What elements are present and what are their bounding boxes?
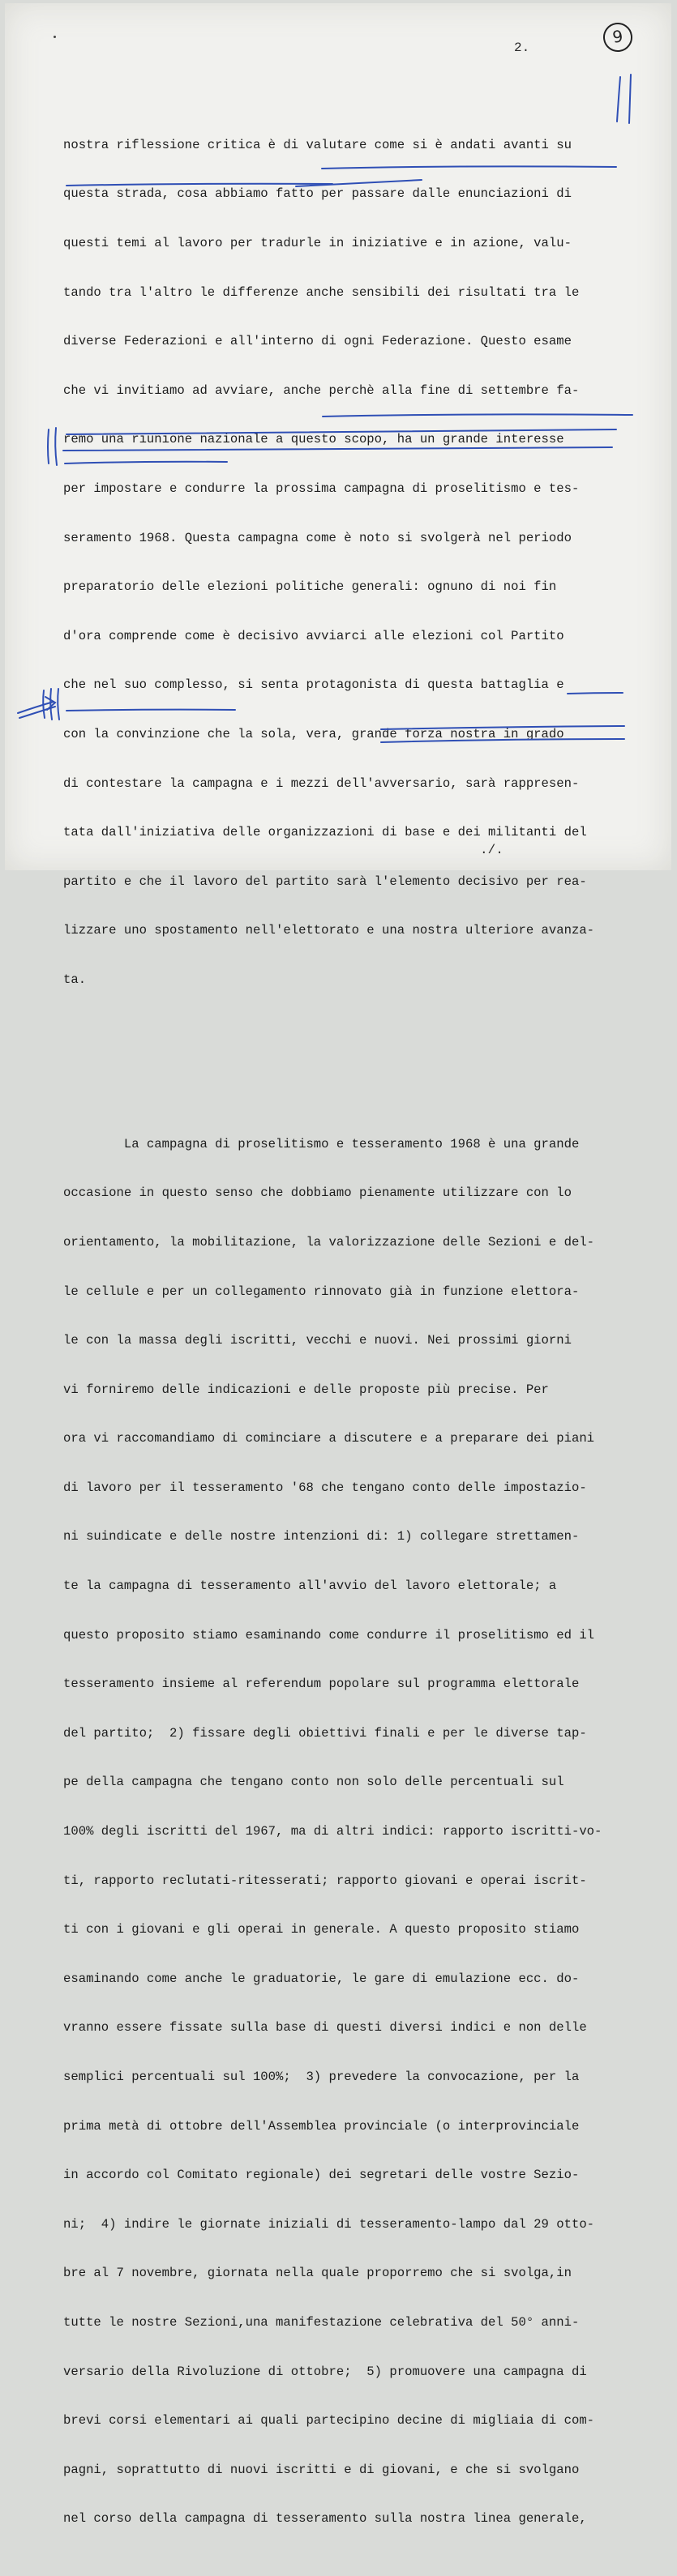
- text-line: questo proposito stiamo esaminando come condurre il proselitismo ed il: [63, 1627, 595, 1643]
- paragraph-1: [63, 104, 647, 1020]
- page-number: 2.: [514, 41, 530, 55]
- text-line: tutte le nostre Sezioni,una manifestazione celebrativa del 50° anni-: [63, 2314, 580, 2330]
- text-line: tata dall'iniziativa delle organizzazioni di base e dei militanti del: [63, 825, 587, 840]
- text-line: pe della campagna che tengano conto non solo delle percentuali sul: [63, 1775, 564, 1790]
- text-line: ti con i giovani e gli operai in generale. A questo proposito stiamo: [63, 1922, 580, 1937]
- text-line: del partito; 2) fissare degli obiettivi finali e per le diverse tap-: [63, 1725, 587, 1741]
- text-line: di contestare la campagna e i mezzi dell'avversario, sarà rappresen-: [63, 775, 580, 791]
- text-line: pagni, soprattutto di nuovi iscritti e di giovani, e che si svolgano: [63, 2462, 580, 2477]
- text-line: nostra riflessione critica è di valutare come si è andati avanti su: [63, 137, 572, 152]
- text-line: questi temi al lavoro per tradurle in iniziative e in azione, valu-: [63, 236, 572, 250]
- text-line: le cellule e per un collegamento rinnovato già in funzione elettora-: [63, 1284, 580, 1299]
- text-line: 100% degli iscritti del 1967, ma di altri indici: rapporto iscritti-vo-: [63, 1824, 602, 1839]
- text-line: prima metà di ottobre dell'Assemblea provinciale (o interprovinciale: [63, 2118, 580, 2134]
- text-line: lizzare uno spostamento nell'elettorato e una nostra ulteriore avanza-: [63, 923, 595, 938]
- text-line: che vi invitiamo ad avviare, anche perchè alla fine di settembre fa-: [63, 382, 580, 398]
- text-line: diverse Federazioni e all'interno di ogni Federazione. Questo esame: [63, 334, 572, 349]
- text-line: ni suindicate e delle nostre intenzioni di: 1) collegare strettamen-: [63, 1529, 580, 1544]
- text-line: bre al 7 novembre, giornata nella quale proporremo che si svolga,in: [63, 2266, 572, 2281]
- text-line: nel corso della campagna di tesseramento sulla nostra linea generale,: [63, 2511, 587, 2527]
- text-line: seramento 1968. Questa campagna come è noto si svolgerà nel periodo: [63, 530, 572, 545]
- text-line: tesseramento insieme al referendum popolare sul programma elettorale: [63, 1677, 580, 1692]
- text-line: tando tra l'altro le differenze anche sensibili dei risultati tra le: [63, 284, 580, 300]
- text-line: con la convinzione che la sola, vera, grande forza nostra in grado: [63, 726, 564, 741]
- text-line: d'ora comprende come è decisivo avviarci alle elezioni col Partito: [63, 628, 564, 643]
- text-line: ora vi raccomandiamo di cominciare a discutere e a preparare dei piani: [63, 1431, 595, 1446]
- text-line: occasione in questo senso che dobbiamo pienamente utilizzare con lo: [63, 1185, 572, 1201]
- text-line: per impostare e condurre la prossima campagna di proselitismo e tes-: [63, 481, 580, 496]
- text-line: ta.: [63, 972, 87, 987]
- text-line: di lavoro per il tesseramento '68 che tengano conto delle impostazio-: [63, 1480, 587, 1495]
- text-line: ti, rapporto reclutati-ritesserati; rapporto giovani e operai iscrit-: [63, 1873, 587, 1888]
- continuation-mark: ./.: [480, 843, 503, 857]
- text-line: esaminando come anche le graduatorie, le gare di emulazione ecc. do-: [63, 1971, 580, 1986]
- text-line: La campagna di proselitismo e tesseramento 1968 è una grande: [63, 1136, 580, 1151]
- text-line: questa strada, cosa abbiamo fatto per passare dalle enunciazioni di: [63, 186, 572, 202]
- text-line: preparatorio delle elezioni politiche generali: ognuno di noi fin: [63, 579, 557, 595]
- typed-text-body: [63, 71, 647, 2576]
- text-line: semplici percentuali sul 100%; 3) prevedere la convocazione, per la: [63, 2070, 580, 2084]
- paper-speck: [54, 36, 56, 38]
- text-line: in accordo col Comitato regionale) dei segretari delle vostre Sezio-: [63, 2168, 580, 2183]
- text-line: che nel suo complesso, si senta protagonista di questa battaglia e: [63, 677, 564, 693]
- text-line: remo una riunione nazionale a questo scopo, ha un grande interesse: [63, 432, 564, 447]
- text-line: vranno essere fissate sulla base di questi diversi indici e non delle: [63, 2020, 587, 2036]
- paragraph-gap: [63, 1053, 647, 1070]
- text-line: orientamento, la mobilitazione, la valorizzazione delle Sezioni e del-: [63, 1234, 595, 1250]
- text-line: brevi corsi elementari ai quali partecipino decine di migliaia di com-: [63, 2413, 595, 2429]
- text-line: versario della Rivoluzione di ottobre; 5) promuovere una campagna di: [63, 2364, 587, 2379]
- text-line: ni; 4) indire le giornate iniziali di tesseramento-lampo dal 29 otto-: [63, 2216, 595, 2232]
- archive-stamp-number: 9: [602, 21, 635, 54]
- text-line: le con la massa degli iscritti, vecchi e nuovi. Nei prossimi giorni: [63, 1333, 572, 1348]
- text-line: partito e che il lavoro del partito sarà l'elemento decisivo per rea-: [63, 874, 587, 889]
- text-line: vi forniremo delle indicazioni e delle proposte più precise. Per: [63, 1382, 549, 1397]
- paragraph-2: [63, 1103, 647, 2560]
- text-line: te la campagna di tesseramento all'avvio del lavoro elettorale; a: [63, 1578, 557, 1594]
